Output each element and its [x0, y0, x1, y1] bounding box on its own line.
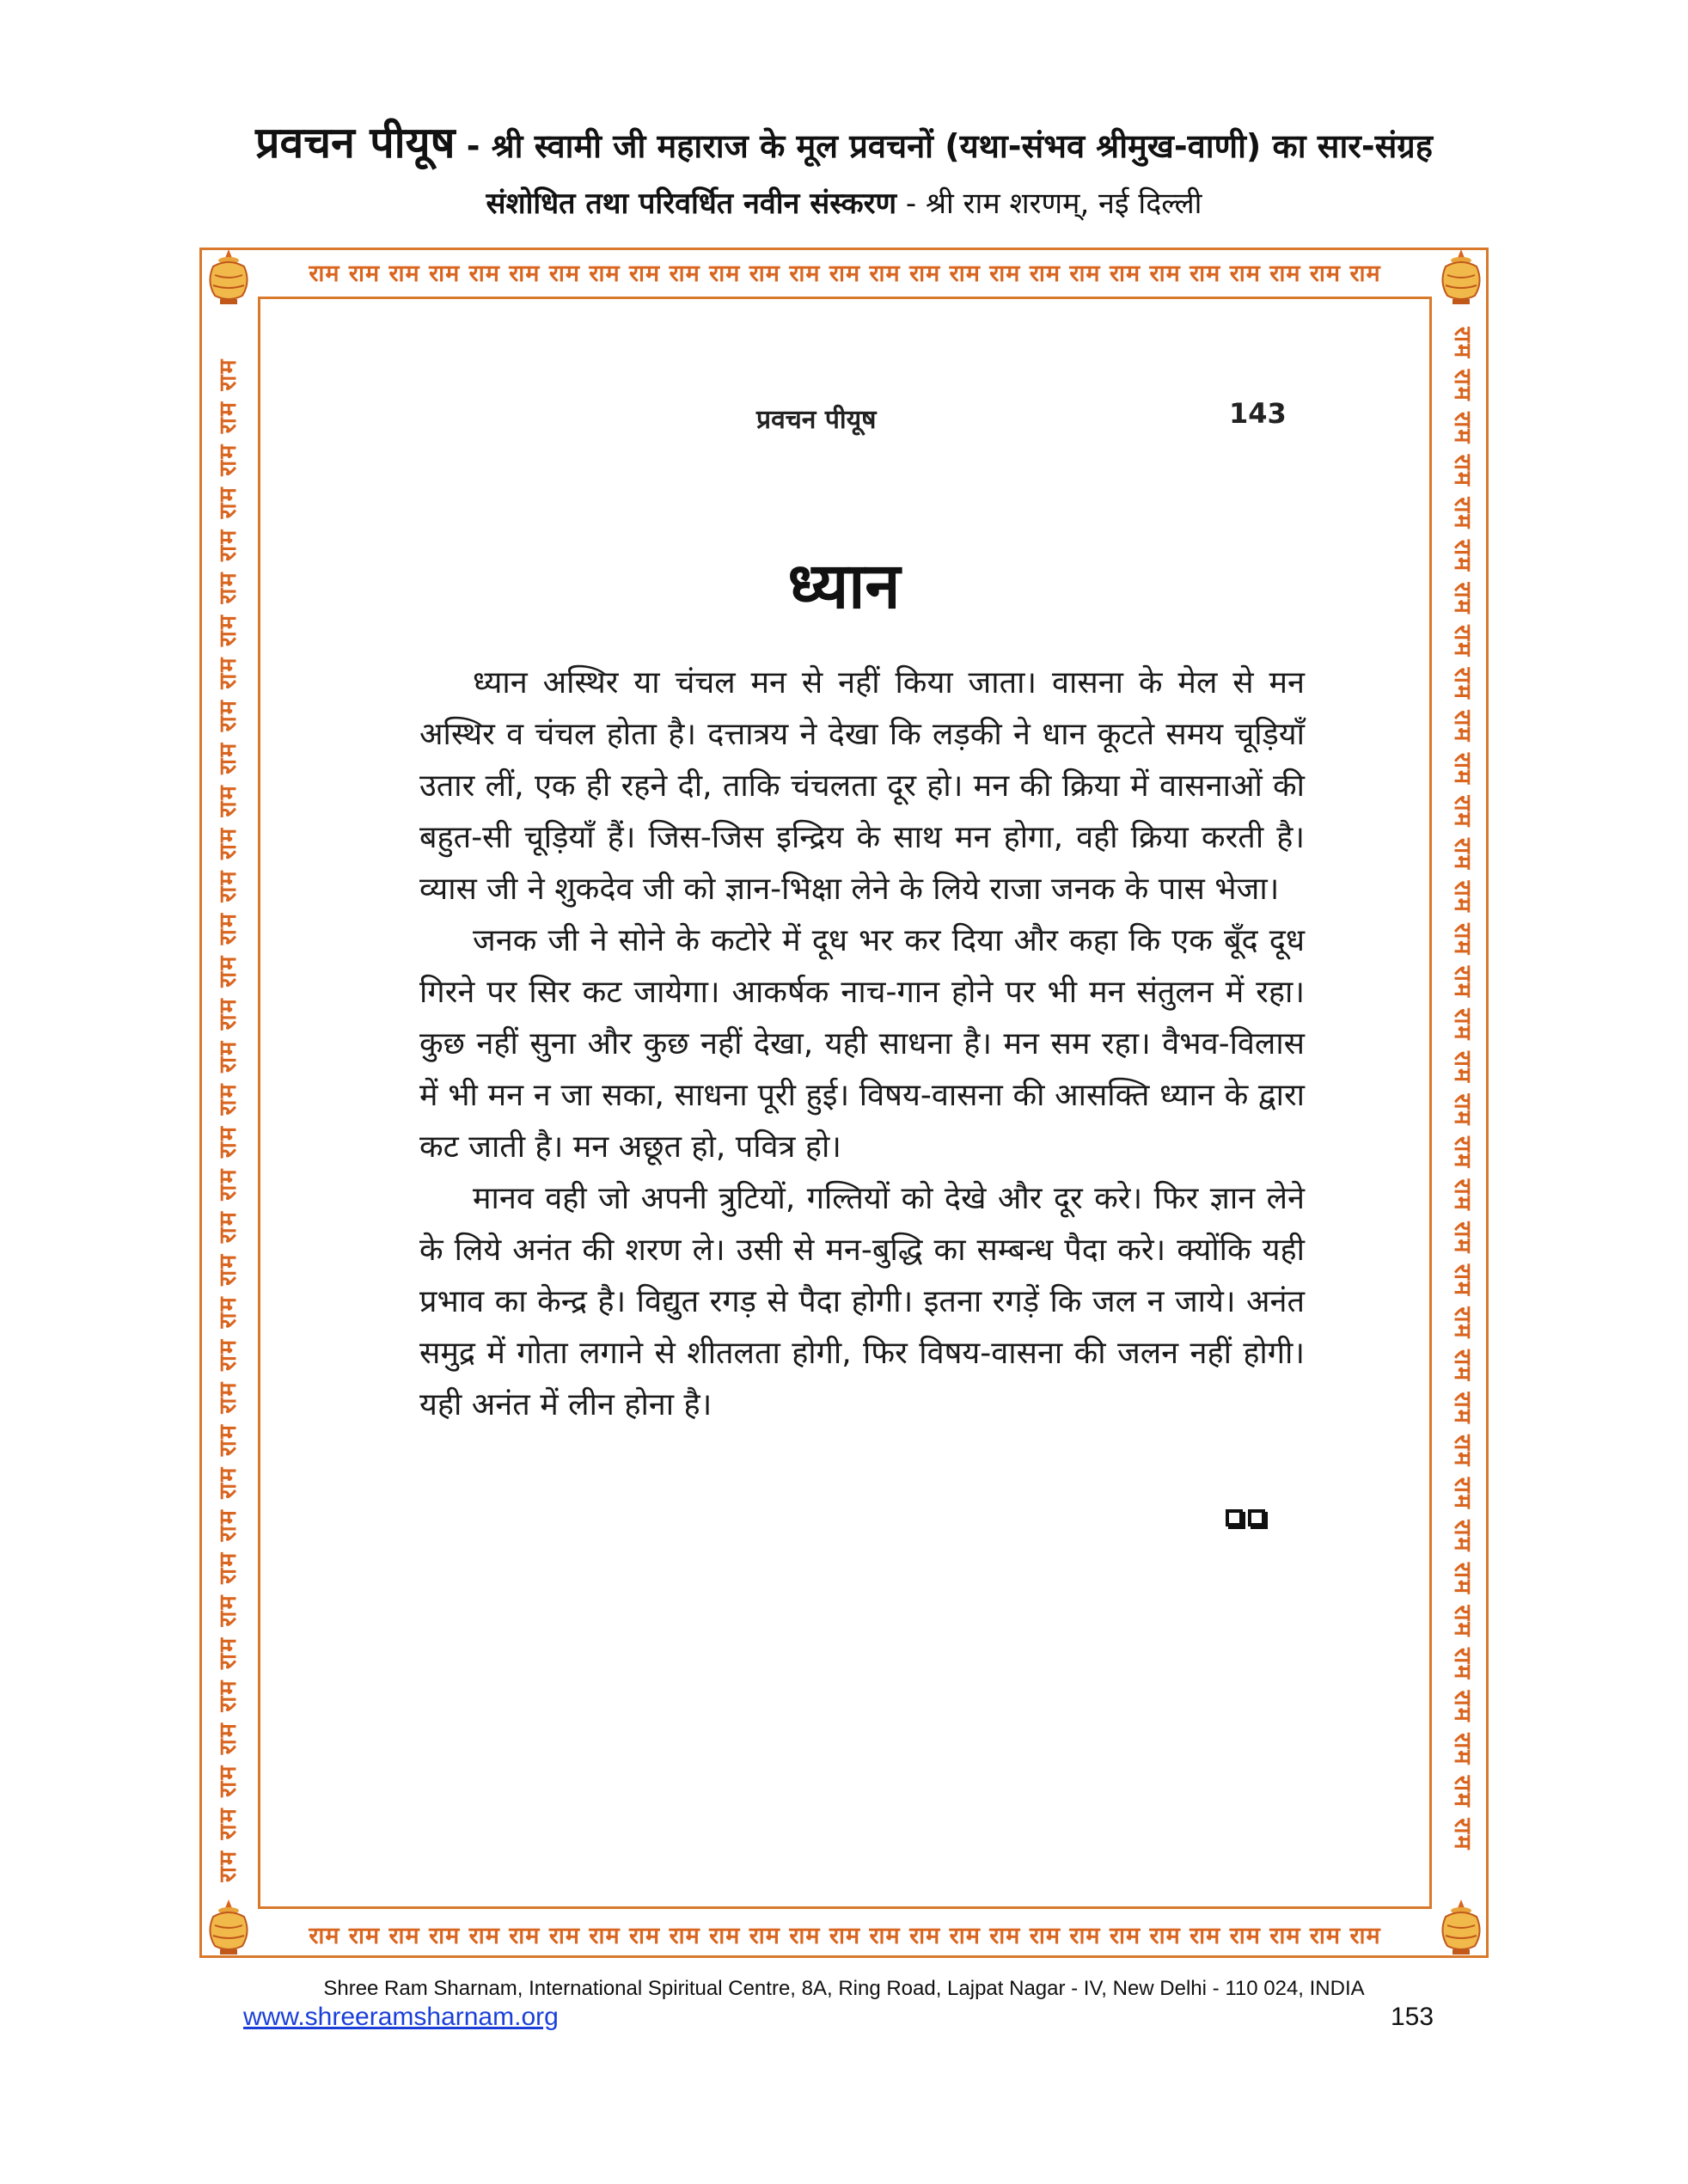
ram-border-right: राम राम राम राम राम राम राम राम राम राम राम राम राम राम राम राम राम राम राम राम राम राम राम राम राम राम राम राम राम राम राम राम राम राम राम राम [1449, 327, 1476, 1851]
document-header-edition [0, 182, 1688, 222]
website-link[interactable]: www.shreeramsharnam.org [243, 2003, 559, 2031]
running-head: प्रवचन पीयूष [756, 405, 877, 435]
book-page-number: 143 [1229, 397, 1287, 430]
publisher-label: - श्री राम शरणम्, नई दिल्ली [896, 187, 1202, 221]
section-end-mark [1226, 1509, 1265, 1526]
chapter-body [419, 658, 1305, 1431]
footer-address: Shree Ram Sharnam, International Spiritual Centre, 8A, Ring Road, Lajpat Nagar - IV, New Delhi - 110 024, INDIA [323, 1977, 1365, 2000]
ram-border-left: राम राम राम राम राम राम राम राम राम राम राम राम राम राम राम राम राम राम राम राम राम राम राम राम राम राम राम राम राम राम राम राम राम राम राम राम [215, 358, 242, 1882]
book-title: प्रवचन पीयूष [255, 118, 456, 168]
edition-label: संशोधित तथा परिवर्धित नवीन संस्करण [486, 187, 897, 221]
paragraph: ध्यान अस्थिर या चंचल मन से नहीं किया जाता। वासना के मेल से मन अस्थिर व चंचल होता है। दत्तात्रय ने देखा कि लड़की ने धान कूटते समय चूड़ियाँ उतार लीं, एक ही रहने दी, ताकि चंचलता दूर हो। मन की क्रिया में वासनाओं की बहुत-सी चूड़ियाँ हैं। जिस-जिस इन्द्रिय के साथ मन होगा, वही क्रिया करती है। व्यास जी ने शुकदेव जी को ज्ञान-भिक्षा लेने के लिये राजा जनक के पास भेजा। [419, 665, 1305, 907]
box-glyph [1226, 1509, 1243, 1526]
kalash-icon [1434, 246, 1489, 308]
paragraph: मानव वही जो अपनी त्रुटियों, गल्तियों को देखे और दूर करे। फिर ज्ञान लेने के लिये अनंत की शरण ले। उसी से मन-बुद्धि का सम्बन्ध पैदा करे। क्योंकि यही प्रभाव का केन्द्र है। विद्युत रगड़ से पैदा होगी। इतना रगड़ें कि जल न जाये। अनंत समुद्र में गोता लगाने से शीतलता होगी, फिर विषय-वासना की जलन नहीं होगी। यही अनंत में लीन होना है। [419, 1181, 1305, 1422]
kalash-icon [1434, 1896, 1489, 1958]
ram-border-bottom: राम राम राम राम राम राम राम राम राम राम राम राम राम राम राम राम राम राम राम राम राम राम राम राम राम राम राम [309, 1923, 1381, 1949]
pdf-page-number: 153 [1391, 2003, 1434, 2031]
book-subtitle: - श्री स्वामी जी महाराज के मूल प्रवचनों (यथा-संभव श्रीमुख-वाणी) का सार-संग्रह [455, 127, 1433, 165]
paragraph: जनक जी ने सोने के कटोरे में दूध भर कर दिया और कहा कि एक बूँद दूध गिरने पर सिर कट जायेगा। आकर्षक नाच-गान होने पर भी मन संतुलन में रहा। कुछ नहीं सुना और कुछ नहीं देखा, यही साधना है। मन सम रहा। वैभव-विलास में भी मन न जा सका, साधना पूरी हुई। विषय-वासना की आसक्ति ध्यान के द्वारा कट जाती है। मन अछूत हो, पवित्र हो। [419, 923, 1305, 1165]
document-header-title [0, 112, 1688, 170]
ram-border-top: राम राम राम राम राम राम राम राम राम राम राम राम राम राम राम राम राम राम राम राम राम राम राम राम राम राम राम [309, 260, 1381, 287]
kalash-icon [201, 246, 256, 308]
chapter-title: ध्यान [787, 549, 901, 623]
kalash-icon [201, 1896, 256, 1958]
box-glyph [1248, 1509, 1265, 1526]
